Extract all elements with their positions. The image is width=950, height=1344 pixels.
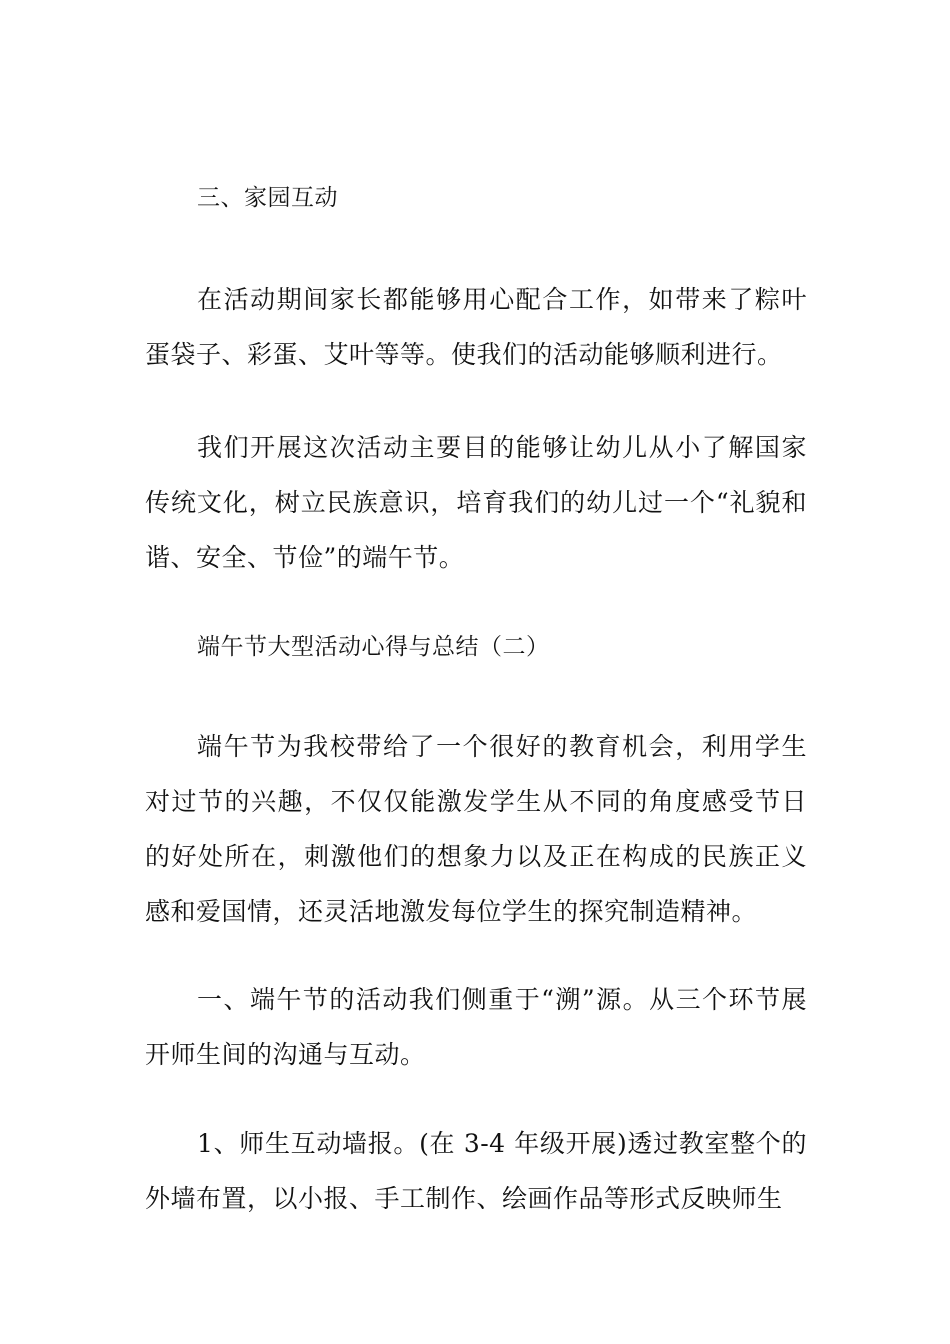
paragraph-wall-newspaper: 1、师生互动墙报。(在 3-4 年级开展)透过教室整个的外墙布置，以小报、手工制作、绘画作品等形式反映师生 [145,1129,807,1213]
paragraph-parent-cooperation: 在活动期间家长都能够用心配合工作，如带来了粽叶蛋袋子、彩蛋、艾叶等等。使我们的活动能够顺利进行。 [145,285,807,369]
paragraph-origin-focus: 一、端午节的活动我们侧重于“溯”源。从三个环节展开师生间的沟通与互动。 [145,985,807,1069]
section-heading-summary-two: 端午节大型活动心得与总结（二） [197,634,550,660]
section-heading-home-school: 三、家园互动 [197,185,338,211]
paragraph-education-opportunity: 端午节为我校带给了一个很好的教育机会，利用学生对过节的兴趣，不仅仅能激发学生从不同的角度感受节日的好处所在，刺激他们的想象力以及正在构成的民族正义感和爱国情，还灵活地激发每位学生的探究制造精神。 [145,732,807,926]
paragraph-activity-purpose: 我们开展这次活动主要目的能够让幼儿从小了解国家传统文化，树立民族意识，培育我们的幼儿过一个“礼貌和谐、安全、节俭”的端午节。 [145,433,807,572]
